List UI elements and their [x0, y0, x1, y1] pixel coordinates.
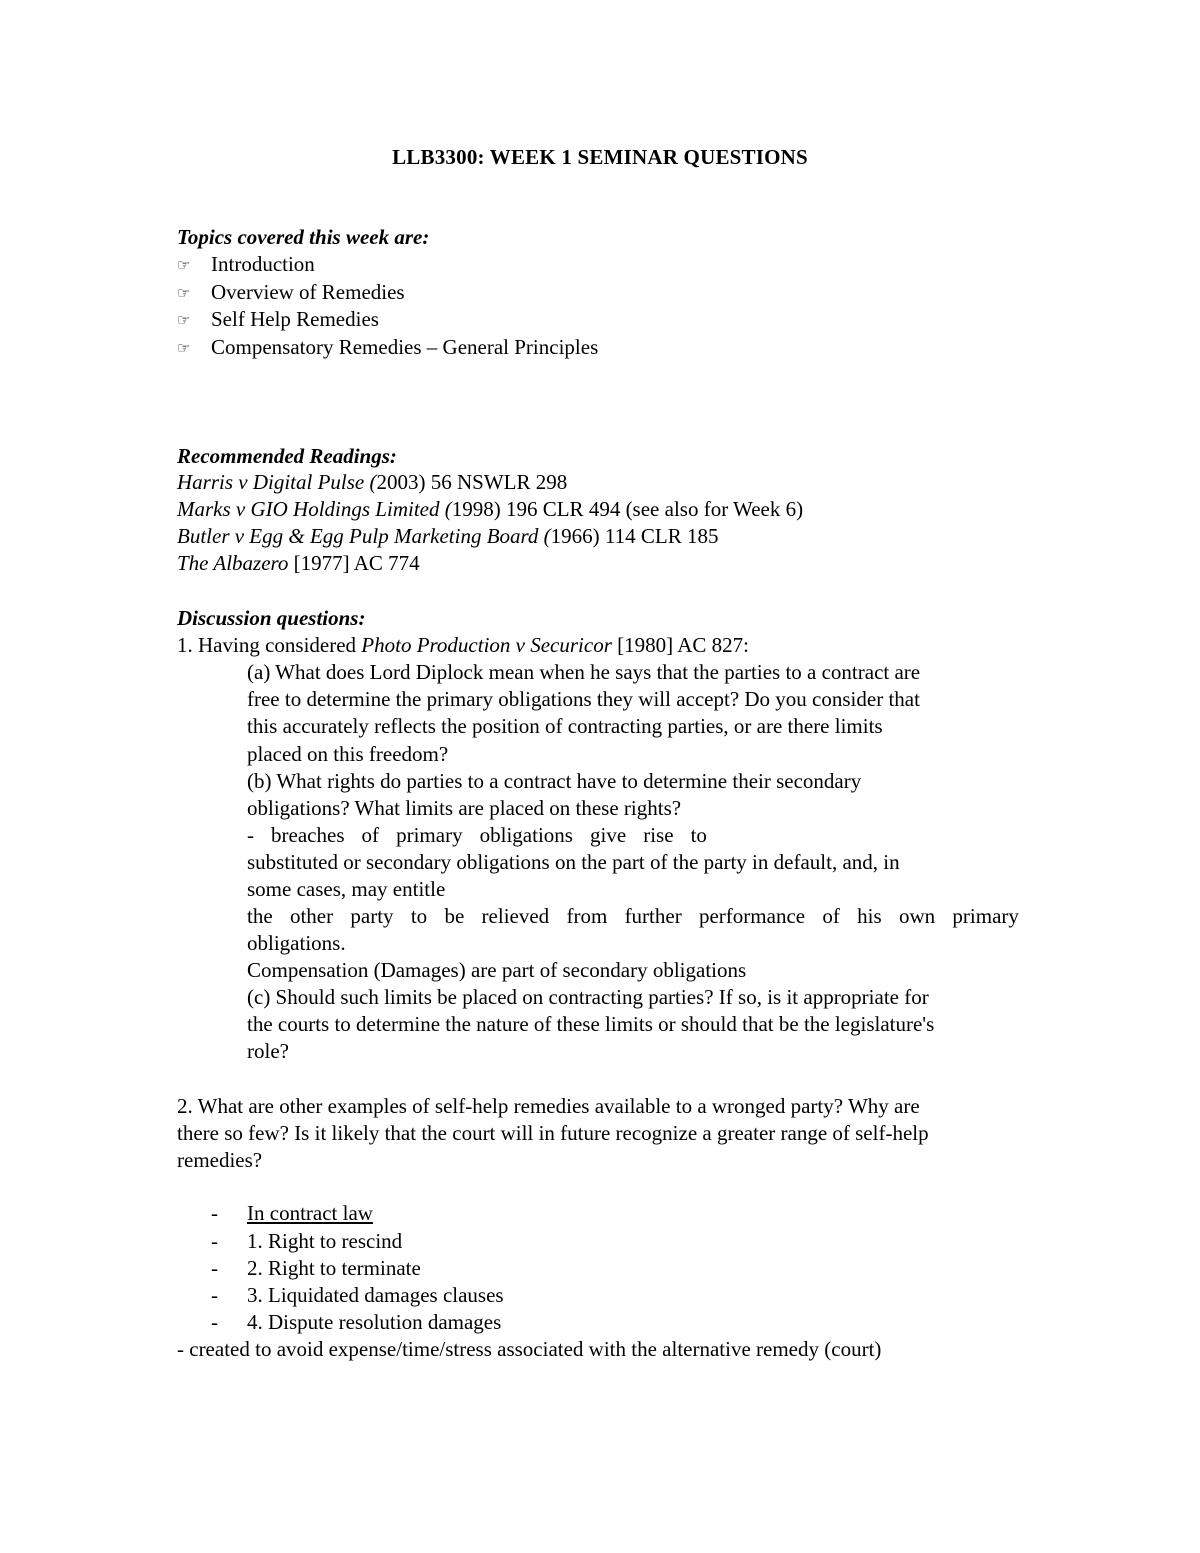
topics-heading: Topics covered this week are:: [177, 225, 430, 249]
list-item: - In contract law: [211, 1201, 373, 1225]
reading-item: Butler v Egg & Egg Pulp Marketing Board (1966) 114 CLR 185: [177, 524, 719, 548]
topic-label: Self Help Remedies: [211, 307, 379, 331]
list-heading: In contract law: [247, 1201, 373, 1225]
pointing-hand-bullet-icon: ☞: [177, 341, 191, 357]
answer-note-line: Compensation (Damages) are part of secondary obligations: [247, 958, 747, 982]
question-2-line: remedies?: [177, 1148, 263, 1172]
list-item: - 2. Right to terminate: [211, 1256, 421, 1280]
list-item: - 3. Liquidated damages clauses: [211, 1283, 504, 1307]
discussion-heading: Discussion questions:: [177, 606, 366, 630]
topic-label: Compensatory Remedies – General Principles: [211, 335, 599, 359]
answer-note-line: substituted or secondary obligations on the part of the party in default, and, in: [247, 850, 900, 874]
list-item: [177, 306, 379, 334]
readings-heading: Recommended Readings:: [177, 444, 397, 468]
question-1a-line: placed on this freedom?: [247, 742, 449, 766]
question-1a-line: free to determine the primary obligations they will accept? Do you consider that: [247, 687, 920, 711]
question-1a-line: (a) What does Lord Diplock mean when he says that the parties to a contract are: [247, 660, 921, 684]
question-1c-line: role?: [247, 1039, 289, 1063]
list-item: - 1. Right to rescind: [211, 1229, 403, 1253]
answer-note-line: some cases, may entitle: [247, 877, 446, 901]
pointing-hand-bullet-icon: ☞: [177, 313, 191, 329]
list-item: - 4. Dispute resolution damages: [211, 1310, 502, 1334]
page-title: LLB3300: WEEK 1 SEMINAR QUESTIONS: [392, 145, 808, 169]
reading-item: Marks v GIO Holdings Limited (1998) 196 CLR 494 (see also for Week 6): [177, 497, 804, 521]
pointing-hand-bullet-icon: ☞: [177, 286, 191, 302]
answer-note-line: - breaches of primary obligations give rise to: [247, 823, 707, 847]
question-1c-line: (c) Should such limits be placed on contracting parties? If so, is it appropriate for: [247, 985, 929, 1009]
topic-label: Introduction: [211, 252, 315, 276]
final-note: - created to avoid expense/time/stress associated with the alternative remedy (court): [177, 1337, 882, 1361]
list-item: [177, 279, 405, 307]
answer-note-line: obligations.: [247, 931, 346, 955]
list-item: [177, 251, 315, 279]
question-2-line: there so few? Is it likely that the court will in future recognize a greater range of self-help: [177, 1121, 929, 1145]
answer-note-line: the other party to be relieved from further performance of his own primary: [247, 904, 1019, 928]
reading-item: The Albazero [1977] AC 774: [177, 551, 420, 575]
list-item: [177, 334, 598, 362]
question-1a-line: this accurately reflects the position of contracting parties, or are there limits: [247, 714, 883, 738]
reading-item: Harris v Digital Pulse (2003) 56 NSWLR 298: [177, 470, 568, 494]
topic-label: Overview of Remedies: [211, 280, 405, 304]
question-1b-line: obligations? What limits are placed on these rights?: [247, 796, 682, 820]
question-2-line: 2. What are other examples of self-help remedies available to a wronged party? Why are: [177, 1094, 920, 1118]
question-1: 1. Having considered Photo Production v Securicor [1980] AC 827:: [177, 633, 749, 657]
question-1c-line: the courts to determine the nature of these limits or should that be the legislature's: [247, 1012, 935, 1036]
pointing-hand-bullet-icon: ☞: [177, 258, 191, 274]
question-1b-line: (b) What rights do parties to a contract have to determine their secondary: [247, 769, 862, 793]
